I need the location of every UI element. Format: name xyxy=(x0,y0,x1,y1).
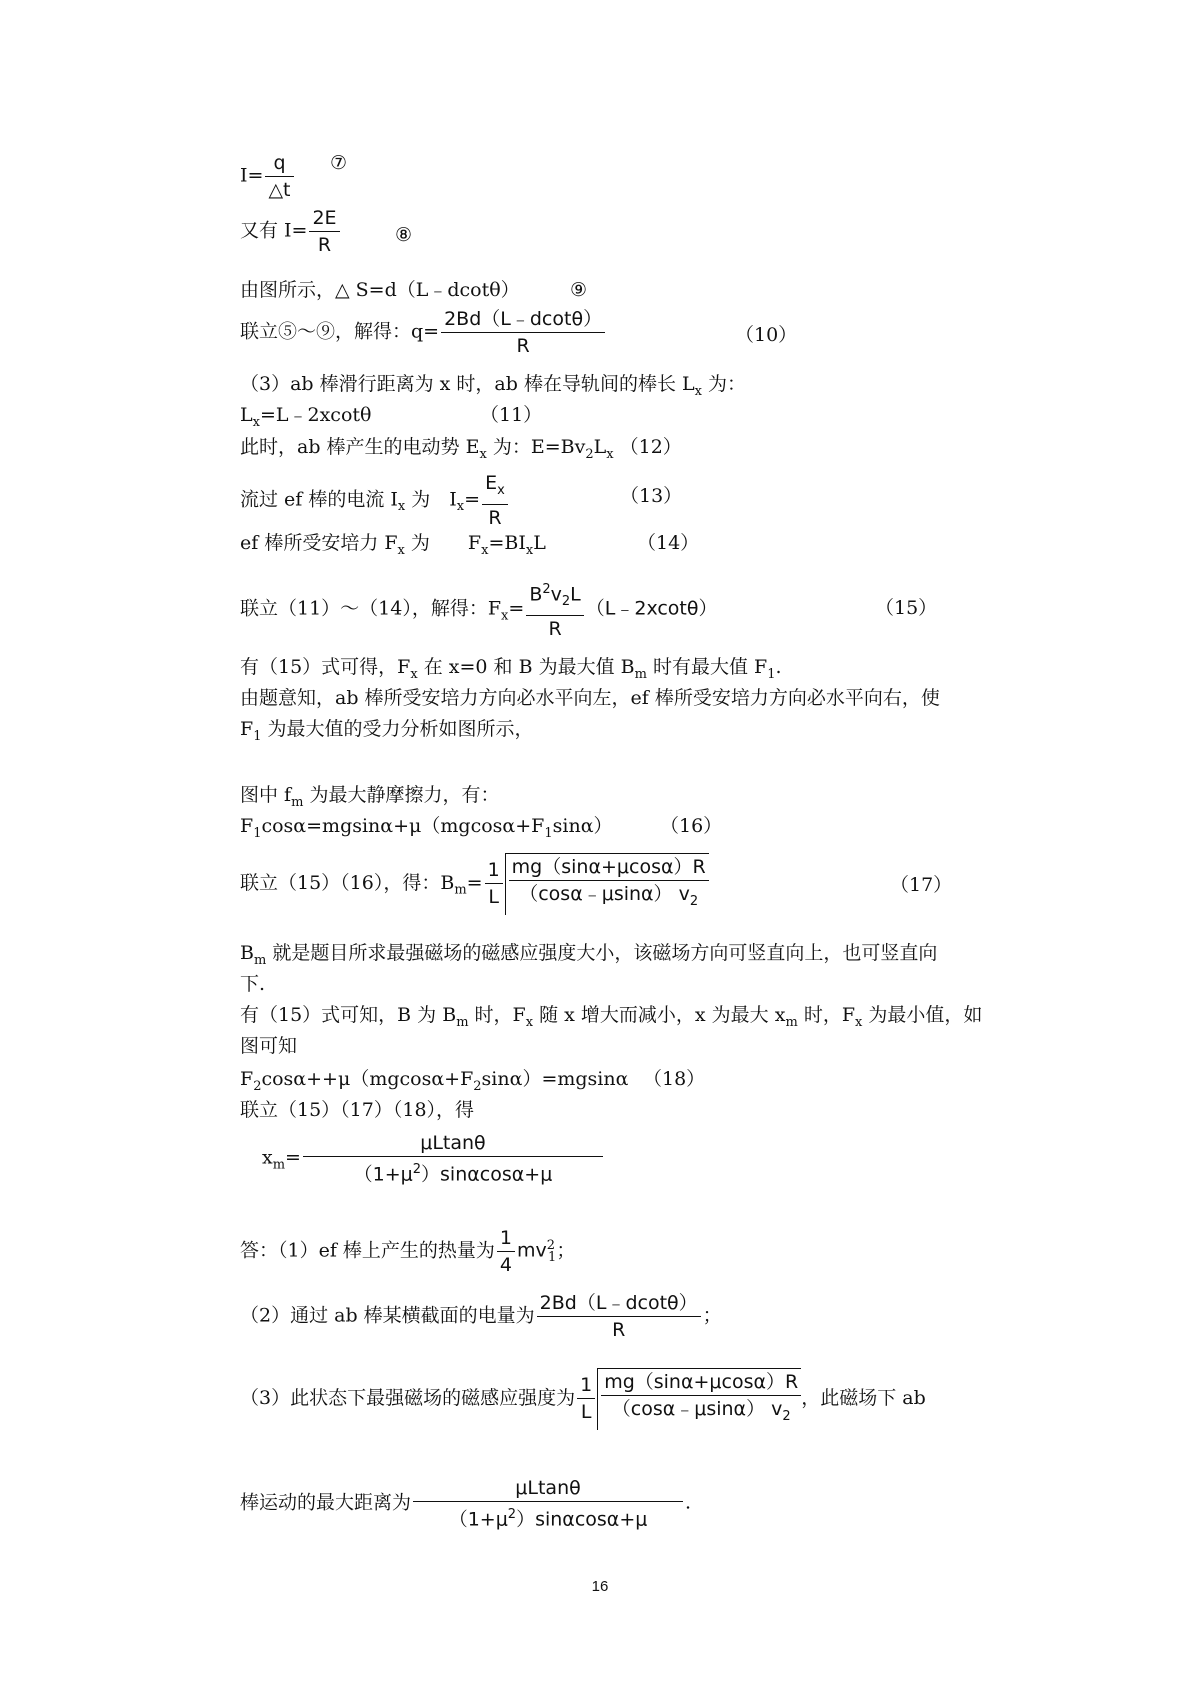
subscript: m xyxy=(291,794,304,810)
eq17-root-fraction xyxy=(509,854,709,915)
text: . xyxy=(775,656,782,678)
text: 为最大值的受力分析如图所示， xyxy=(261,718,534,740)
subscript: x xyxy=(252,414,260,430)
text: = xyxy=(466,871,483,894)
numerator: 1 xyxy=(499,1227,512,1249)
eq7-fraction xyxy=(265,150,293,203)
text: B xyxy=(529,583,543,606)
subscript: x xyxy=(397,499,406,515)
text: L xyxy=(533,532,546,554)
eq13-line xyxy=(240,470,510,531)
subscript: x xyxy=(497,482,505,498)
text: sinα） xyxy=(552,815,613,837)
text: 流过 ef 棒的电流 I xyxy=(240,488,398,511)
eq15-line xyxy=(240,577,718,642)
subscript: m xyxy=(634,666,647,682)
text: 图中 f xyxy=(240,784,292,806)
text: ）sinαcosα+μ xyxy=(421,1163,553,1186)
eq7-denominator: △t xyxy=(265,176,293,203)
text: v xyxy=(550,583,562,606)
answer2-fraction xyxy=(537,1290,701,1343)
eq15-tail: （L﹣2xcotθ） xyxy=(585,597,718,620)
answer3-sqrt xyxy=(597,1368,801,1430)
subscript: 1 xyxy=(548,1250,557,1266)
xm-fraction xyxy=(303,1130,603,1187)
text: 此时，ab 棒产生的电动势 E xyxy=(240,436,480,458)
eq8-line xyxy=(240,205,342,258)
eq14-line xyxy=(240,530,546,564)
text: 为 F xyxy=(404,532,482,554)
eq10-fraction xyxy=(441,306,605,359)
answer-1 xyxy=(240,1225,575,1278)
text: ef 棒所受安培力 F xyxy=(240,532,398,554)
text: ； xyxy=(702,1304,722,1327)
numerator: 1 xyxy=(487,859,500,882)
text: F xyxy=(240,718,254,740)
text: （1+μ xyxy=(353,1163,413,1186)
text: = xyxy=(508,597,525,620)
subscript: x xyxy=(479,446,487,462)
combine-line: 联立（15）（17）（18），得 xyxy=(240,1099,475,1121)
force-analysis-line xyxy=(240,716,534,750)
numerator: μLtanθ xyxy=(515,1477,581,1499)
text: （cosα﹣μsinα） xyxy=(611,1398,766,1420)
subscript: x xyxy=(410,666,418,682)
text: L xyxy=(570,583,581,606)
subscript: 1 xyxy=(253,728,262,744)
eq9-tag: ⑨ xyxy=(570,279,588,301)
eq8-numerator: 2E xyxy=(312,207,337,229)
eq10-denominator: R xyxy=(441,332,605,359)
eq14-tag: （14） xyxy=(637,532,700,554)
subscript: m xyxy=(456,1014,469,1030)
eq8-prefix: 又有 I= xyxy=(240,219,308,242)
text: 时，F xyxy=(797,1004,856,1026)
numerator: 1 xyxy=(580,1374,593,1397)
eq8-fraction xyxy=(309,205,339,258)
text: F xyxy=(240,815,254,837)
subscript: x xyxy=(855,1014,863,1030)
eq17-tag: （17） xyxy=(890,874,953,896)
text: 为最大静摩擦力，有： xyxy=(303,784,500,806)
eq17-sqrt xyxy=(505,853,709,915)
eq7-numerator: q xyxy=(273,152,286,174)
numerator: mg（sinα+μcosα）R xyxy=(511,856,706,878)
superscript: 2 xyxy=(542,582,551,597)
text: 时有最大值 F xyxy=(646,656,768,678)
answer-3-cont xyxy=(240,1475,691,1532)
text: mv xyxy=(517,1239,547,1262)
text: =BI xyxy=(488,532,526,554)
subscript: 1 xyxy=(253,825,262,841)
text: 答：（1）ef 棒上产生的热量为 xyxy=(240,1239,495,1262)
subscript: 2 xyxy=(253,1078,262,1094)
denominator xyxy=(413,1501,683,1532)
numerator: μLtanθ xyxy=(420,1132,486,1154)
text: 为：E=Bv xyxy=(486,436,586,458)
force-direction-line: 由题意知，ab 棒所受安培力方向必水平向左，ef 棒所受安培力方向必水平向右，使 xyxy=(240,687,940,709)
eq13-fraction xyxy=(482,470,508,531)
text: sinα）=mgsinα xyxy=(481,1068,629,1090)
superscript: 2 xyxy=(546,1238,556,1254)
eq16-tag: （16） xyxy=(660,815,723,837)
eq8-tag: ⑧ xyxy=(395,224,413,246)
denominator: R xyxy=(537,1316,701,1343)
eq17-fraction xyxy=(485,857,503,910)
text: 随 x 增大而减小，x 为最大 x xyxy=(533,1004,786,1026)
eq15-tag: （15） xyxy=(875,597,938,619)
eq12-line xyxy=(240,434,682,468)
min-value-note xyxy=(240,1002,982,1036)
eq16-line xyxy=(240,813,613,847)
text: L xyxy=(240,404,253,426)
numerator: 2Bd（L﹣dcotθ） xyxy=(539,1292,698,1314)
subscript: x xyxy=(525,542,534,558)
text: 在 x=0 和 B 为最大值 B xyxy=(417,656,635,678)
subscript: x xyxy=(456,499,465,515)
eq13-tag: （13） xyxy=(620,485,683,507)
subscript: x xyxy=(501,608,509,624)
denominator xyxy=(601,1395,801,1430)
denominator xyxy=(509,880,709,915)
text: 为： xyxy=(701,373,746,395)
subscript: 2 xyxy=(561,594,571,610)
eq10-prefix: 联立⑤～⑨，解得：q= xyxy=(240,320,440,343)
xm-formula xyxy=(262,1130,605,1187)
min-value-note-cont: 图可知 xyxy=(240,1035,298,1057)
subscript: x xyxy=(606,446,614,462)
friction-line xyxy=(240,782,499,816)
eq10-tag: （10） xyxy=(735,324,798,346)
text: x xyxy=(262,1146,273,1169)
eq17-line xyxy=(240,853,709,915)
text: L xyxy=(593,436,607,458)
text: = xyxy=(464,488,481,511)
subscript: 2 xyxy=(585,446,594,462)
eq7-prefix: I= xyxy=(240,164,264,187)
subscript: m xyxy=(253,952,267,968)
subscript: m xyxy=(785,1014,798,1030)
text: 联立（15）（16），得：B xyxy=(240,871,455,894)
eq15-denominator: R xyxy=(526,615,583,642)
text: （1+μ xyxy=(448,1508,508,1531)
subscript: 2 xyxy=(689,893,699,909)
text: v xyxy=(771,1398,783,1420)
text: 棒运动的最大距离为 xyxy=(240,1491,412,1514)
text: E xyxy=(485,472,498,494)
eq7-tag: ⑦ xyxy=(330,152,348,174)
answer3-root-fraction xyxy=(601,1369,801,1430)
page-number: 16 xyxy=(591,1578,609,1595)
superscript: 2 xyxy=(507,1507,517,1522)
answer1-fraction xyxy=(497,1225,515,1278)
text: = xyxy=(285,1146,301,1169)
text: F xyxy=(240,1068,254,1090)
eq9-line: 由图所示，△ S=d（L﹣dcotθ） xyxy=(240,279,520,301)
eq18-tag: （18） xyxy=(643,1068,706,1090)
text: =L﹣2xcotθ xyxy=(259,404,372,426)
eq18-line xyxy=(240,1066,628,1100)
answer3-fraction xyxy=(577,1372,595,1425)
text: 为 I xyxy=(405,488,457,511)
text: ）sinαcosα+μ xyxy=(516,1508,648,1531)
text: 联立（11）～（14），解得：F xyxy=(240,597,502,620)
text: cosα++μ（mgcosα+F xyxy=(261,1068,474,1090)
answer-2 xyxy=(240,1290,722,1343)
text: （cosα﹣μsinα） xyxy=(519,883,673,905)
denominator: L xyxy=(577,1398,595,1425)
subscript: x xyxy=(481,542,489,558)
subscript: 2 xyxy=(473,1078,482,1094)
superscript: 2 xyxy=(412,1162,422,1177)
denominator xyxy=(303,1156,603,1187)
text: 就是题目所求最强磁场的磁感应强度大小，该磁场方向可竖直向上，也可竖直向 xyxy=(266,942,938,964)
subscript: 2 xyxy=(782,1408,791,1424)
eq11-line xyxy=(240,402,371,436)
eq10-line xyxy=(240,306,607,359)
subscript: x xyxy=(694,383,702,399)
text: （2）通过 ab 棒某横截面的电量为 xyxy=(240,1304,535,1327)
text: B xyxy=(240,942,254,964)
text: v xyxy=(678,883,690,905)
eq13-denominator: R xyxy=(482,504,508,531)
eq12-tag: （12） xyxy=(619,436,682,458)
text: ，此磁场下 ab xyxy=(801,1386,926,1409)
denominator: L xyxy=(485,883,503,910)
text: cosα=mgsinα+μ（mgcosα+F xyxy=(261,815,545,837)
eq7-line xyxy=(240,150,296,203)
text: 为最小值，如 xyxy=(862,1004,983,1026)
eq13-numerator xyxy=(482,470,508,504)
bm-conclusion xyxy=(240,940,937,974)
subscript: x xyxy=(397,542,405,558)
subscript: 1 xyxy=(544,825,553,841)
part3-intro xyxy=(240,371,746,405)
eq8-denominator: R xyxy=(309,231,339,258)
text: 时，F xyxy=(468,1004,526,1026)
answer3-xm-fraction xyxy=(413,1475,683,1532)
eq10-numerator: 2Bd（L﹣dcotθ） xyxy=(444,308,603,330)
text: ； xyxy=(556,1239,576,1262)
denominator: 4 xyxy=(497,1251,515,1278)
max-value-note xyxy=(240,654,782,688)
subscript: m xyxy=(454,882,467,898)
text: （3）ab 棒滑行距离为 x 时，ab 棒在导轨间的棒长 L xyxy=(240,373,695,395)
bm-conclusion-cont: 下. xyxy=(240,973,266,995)
subscript: x xyxy=(525,1014,534,1030)
answer-3 xyxy=(240,1368,926,1430)
text: （3）此状态下最强磁场的磁感应强度为 xyxy=(240,1386,576,1409)
subscript: m xyxy=(272,1157,286,1173)
text: . xyxy=(685,1491,692,1514)
text: 有（15）式可得，F xyxy=(240,656,411,678)
numerator: mg（sinα+μcosα）R xyxy=(604,1371,799,1393)
eq15-fraction xyxy=(526,577,583,642)
subscript: 1 xyxy=(767,666,776,682)
eq11-tag: （11） xyxy=(480,404,543,426)
text: 有（15）式可知，B 为 B xyxy=(240,1004,457,1026)
eq15-numerator xyxy=(526,577,583,615)
